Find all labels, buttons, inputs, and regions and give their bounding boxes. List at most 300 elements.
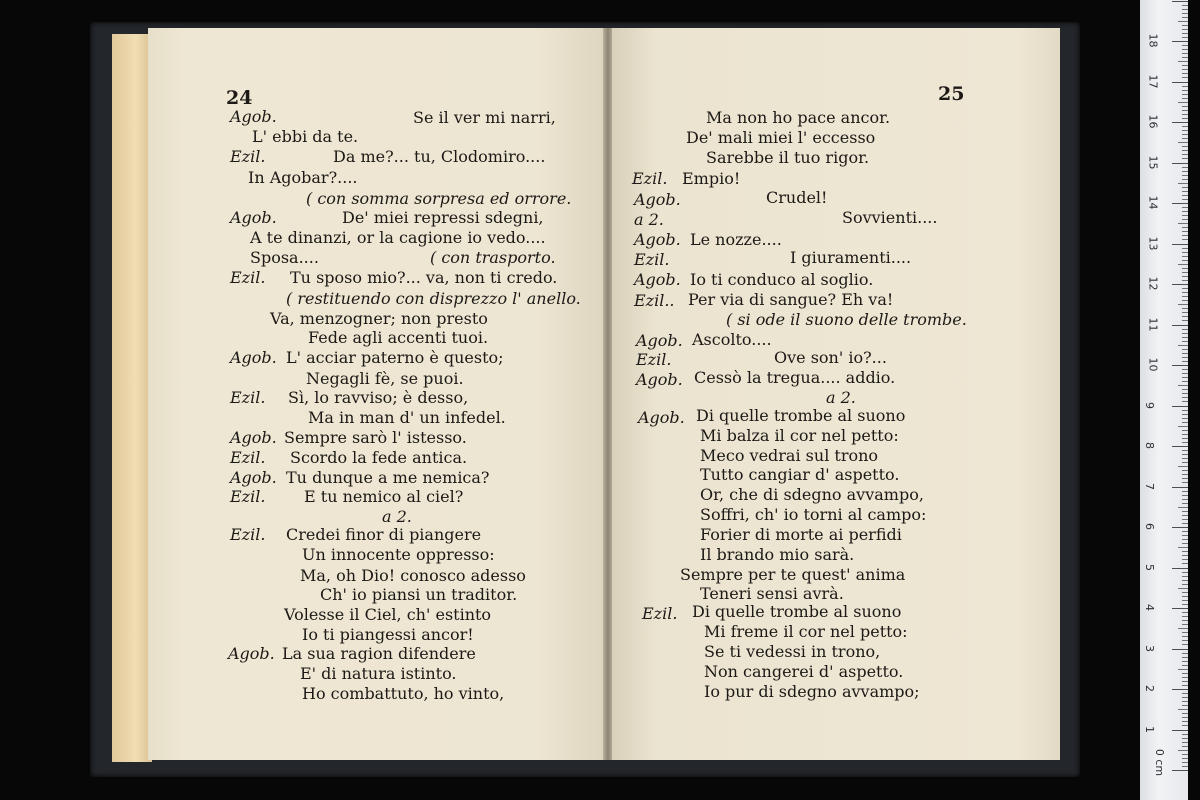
ruler-tick [1178,264,1188,265]
ruler-tick [1182,470,1188,471]
ruler-tick [1182,53,1188,54]
ruler-tick [1178,102,1188,103]
ruler-tick [1172,284,1188,285]
ruler-tick [1172,770,1188,771]
ruler-tick [1172,446,1188,447]
ruler-tick [1182,179,1188,180]
ruler-tick [1182,118,1188,119]
ruler-tick [1178,142,1188,143]
verse-line: Sovvienti.... [842,208,938,227]
ruler-tick [1172,487,1188,488]
ruler-tick [1182,401,1188,402]
stage-direction: ( con somma sorpresa ed orrore. [306,189,572,208]
ruler-tick [1182,90,1188,91]
ruler-tick [1172,689,1188,690]
ruler-number: 14 [1146,195,1160,210]
ruler-number: 8 [1143,442,1156,449]
verse-line: Ma in man d' un infedel. [308,408,506,427]
speaker: Agob. [636,331,683,350]
ruler-number: 13 [1146,236,1160,250]
ruler-tick [1182,357,1188,358]
ruler-tick [1182,296,1188,297]
verse-line: Meco vedrai sul trono [700,446,879,465]
ruler-tick [1182,661,1188,662]
ruler-tick [1182,86,1188,87]
speaker: Ezil. [230,448,266,467]
verse-line: Sarebbe il tuo rigor. [706,148,870,167]
ruler-tick [1178,21,1188,22]
ruler-tick [1182,320,1188,321]
ruler-number: 17 [1146,74,1160,88]
ruler-tick [1182,462,1188,463]
ruler-tick [1178,588,1188,589]
verse-line: Ch' io piansi un traditor. [320,585,518,604]
ruler-tick [1182,292,1188,293]
ruler-tick [1182,523,1188,524]
stage-direction: a 2. [826,388,856,407]
ruler-tick [1178,223,1188,224]
ruler-tick [1182,235,1188,236]
ruler-number: 6 [1143,523,1156,530]
speaker: Agob. [230,348,277,367]
ruler-tick [1178,183,1188,184]
verse-line: Non cangerei d' aspetto. [704,662,904,681]
speaker: Ezil. [230,388,266,407]
verse-line: Il brando mio sarà. [700,545,855,564]
ruler-tick [1172,41,1188,42]
ruler-tick [1182,766,1188,767]
ruler-tick [1172,568,1188,569]
ruler-tick [1182,503,1188,504]
ruler-tick [1172,730,1188,731]
speaker: Agob. [638,408,685,427]
ruler-tick [1182,9,1188,10]
ruler-tick [1182,515,1188,516]
ruler-number: 10 [1146,357,1160,372]
ruler-tick [1182,308,1188,309]
ruler-tick [1182,624,1188,625]
ruler-tick [1182,288,1188,289]
ruler-tick [1182,596,1188,597]
ruler-number: 11 [1146,317,1160,331]
ruler-tick [1182,721,1188,722]
ruler-tick [1182,231,1188,232]
ruler-tick [1182,665,1188,666]
ruler-tick [1182,134,1188,135]
speaker: Ezil. [230,147,266,166]
verse-line: Credei finor di piangere [286,525,482,544]
ruler-tick [1178,709,1188,710]
ruler-tick [1182,454,1188,455]
verse-line: Mi balza il cor nel petto: [700,426,899,445]
ruler-tick [1182,746,1188,747]
ruler-number: 18 [1146,33,1160,48]
ruler-tick [1182,580,1188,581]
verse-line: E tu nemico al ciel? [304,487,464,506]
ruler-tick [1182,754,1188,755]
verse-line: Io ti conduco al soglio. [690,270,874,289]
ruler-tick [1182,114,1188,115]
ruler-tick [1182,410,1188,411]
speaker: Agob. [634,230,681,249]
verse-line: Va, menzogner; non presto [270,309,488,328]
ruler-tick [1178,385,1188,386]
left-page [148,28,606,760]
speaker: Ezil. [230,487,266,506]
ruler-tick [1182,592,1188,593]
ruler-unit-label: 0 cm [1153,748,1167,777]
ruler-tick [1172,406,1188,407]
verse-line: Sì, lo ravviso; è desso, [288,388,469,407]
ruler-tick [1182,414,1188,415]
ruler-tick [1182,495,1188,496]
ruler-tick [1182,333,1188,334]
ruler-tick [1172,649,1188,650]
ruler-tick [1182,25,1188,26]
verse-line: E' di natura istinto. [300,664,457,683]
verse-line: Le nozze.... [690,230,782,249]
ruler-tick [1178,669,1188,670]
ruler-number: 2 [1143,685,1156,692]
ruler-tick [1182,187,1188,188]
ruler-tick [1182,563,1188,564]
speaker: Agob. [634,190,681,209]
ruler-tick [1182,717,1188,718]
verse-line: Ma non ho pace ancor. [706,108,891,127]
ruler-tick [1182,207,1188,208]
ruler-tick [1182,329,1188,330]
ruler-tick [1182,616,1188,617]
ruler-tick [1182,458,1188,459]
page-number: 24 [226,87,253,109]
ruler-tick [1182,434,1188,435]
ruler-tick [1182,45,1188,46]
ruler-tick [1172,1,1188,2]
ruler-tick [1182,559,1188,560]
verse-line: Sposa.... [250,248,319,267]
ruler-tick [1178,304,1188,305]
ruler-tick [1182,126,1188,127]
speaker: Agob. [230,428,277,447]
ruler-tick [1178,507,1188,508]
page-edges [112,34,152,762]
verse-line: Mi freme il cor nel petto: [704,622,908,641]
ruler-tick [1178,345,1188,346]
ruler-tick [1182,215,1188,216]
ruler-tick [1182,280,1188,281]
ruler-tick [1182,175,1188,176]
ruler-number: 1 [1143,725,1156,733]
ruler-tick [1182,576,1188,577]
ruler-tick [1182,130,1188,131]
speaker: Agob. [634,270,681,289]
verse-line: Volesse il Ciel, ch' estinto [284,605,492,624]
verse-line: Negagli fè, se puoi. [306,369,464,388]
verse-line: Di quelle trombe al suono [692,602,902,621]
verse-line: Teneri sensi avrà. [700,584,844,603]
ruler-tick [1182,584,1188,585]
ruler-tick [1182,361,1188,362]
verse-line: Se il ver mi narri, [413,108,556,127]
ruler-tick [1178,426,1188,427]
ruler-tick [1182,474,1188,475]
ruler-tick [1182,268,1188,269]
verse-line: L' acciar paterno è questo; [286,348,504,367]
ruler-tick [1178,628,1188,629]
ruler-tick [1182,353,1188,354]
ruler-tick [1182,57,1188,58]
ruler-tick [1182,438,1188,439]
ruler-tick [1182,154,1188,155]
ruler-tick [1182,256,1188,257]
verse-line: Se ti vedessi in trono, [704,642,881,661]
ruler-number: 5 [1143,563,1156,571]
ruler-tick [1182,681,1188,682]
speaker: Ezil. [634,250,670,269]
ruler-tick [1182,673,1188,674]
speaker: Ezil. [230,525,266,544]
ruler-number: 7 [1143,482,1156,490]
ruler-tick [1182,758,1188,759]
ruler-tick [1182,572,1188,573]
verse-line: Ove son' io?... [774,348,887,367]
speaker: Ezil. [230,268,266,287]
ruler-tick [1182,300,1188,301]
ruler-tick [1182,49,1188,50]
ruler-tick [1182,227,1188,228]
ruler-tick [1182,373,1188,374]
ruler-tick [1182,531,1188,532]
verse-line: I giuramenti.... [790,248,912,267]
ruler-tick [1182,106,1188,107]
verse-line: Tu dunque a me nemica? [286,468,490,487]
ruler-tick [1182,539,1188,540]
verse-line: Cessò la tregua.... addio. [694,368,896,387]
ruler-tick [1182,77,1188,78]
ruler-tick [1182,312,1188,313]
verse-line: Soffri, ch' io torni al campo: [700,505,927,524]
speaker: Agob. [230,208,277,227]
ruler-tick [1182,73,1188,74]
ruler-tick [1182,482,1188,483]
ruler-tick [1182,389,1188,390]
ruler-tick [1182,701,1188,702]
verse-line: Da me?... tu, Clodomiro.... [333,147,546,166]
ruler-tick [1182,430,1188,431]
ruler-tick [1182,191,1188,192]
ruler-tick [1172,203,1188,204]
verse-line: L' ebbi da te. [252,127,359,146]
ruler-tick [1182,640,1188,641]
ruler-tick [1182,167,1188,168]
ruler-tick [1182,418,1188,419]
ruler-tick [1182,219,1188,220]
verse-line: Ma, oh Dio! conosco adesso [300,566,526,585]
ruler-tick [1182,450,1188,451]
ruler-tick [1182,636,1188,637]
speaker: Ezil. [636,350,672,369]
verse-line: Di quelle trombe al suono [696,406,906,425]
ruler-tick [1182,69,1188,70]
speaker: Agob. [228,644,275,663]
verse-line: Crudel! [766,188,828,207]
ruler-tick [1182,13,1188,14]
ruler-tick [1182,738,1188,739]
ruler-tick [1182,369,1188,370]
verse-line: Fede agli accenti tuoi. [308,328,489,347]
ruler-tick [1172,122,1188,123]
ruler-tick [1182,276,1188,277]
ruler-tick [1182,612,1188,613]
ruler-tick [1182,150,1188,151]
stage-direction: a 2. [382,507,412,526]
ruler-tick [1172,82,1188,83]
ruler-tick [1182,37,1188,38]
ruler-tick [1182,713,1188,714]
ruler-tick [1172,163,1188,164]
ruler-tick [1172,527,1188,528]
ruler-tick [1182,341,1188,342]
ruler-number: 16 [1146,114,1160,129]
verse-line: Tu sposo mio?... va, non ti credo. [290,268,558,287]
ruler-tick [1182,377,1188,378]
ruler-tick [1182,381,1188,382]
ruler-tick [1182,725,1188,726]
ruler-tick [1182,272,1188,273]
ruler-tick [1182,65,1188,66]
ruler-tick [1182,98,1188,99]
ruler-tick [1172,608,1188,609]
speaker: Ezil.. [634,291,675,310]
verse-line: Ascolto.... [692,330,772,349]
ruler-tick [1182,705,1188,706]
ruler-tick [1178,547,1188,548]
ruler-tick [1182,677,1188,678]
ruler-tick [1182,33,1188,34]
verse-line: In Agobar?.... [248,168,358,187]
ruler-tick [1182,653,1188,654]
ruler-tick [1182,632,1188,633]
ruler-tick [1182,94,1188,95]
ruler-tick [1182,543,1188,544]
ruler-tick [1182,697,1188,698]
ruler-tick [1178,750,1188,751]
ruler-number: 15 [1146,155,1160,169]
verse-line: Scordo la fede antica. [290,448,468,467]
ruler-tick [1178,466,1188,467]
measuring-ruler [1140,0,1188,800]
ruler-tick [1182,5,1188,6]
ruler-tick [1182,171,1188,172]
verse-line: Sempre sarò l' istesso. [284,428,467,447]
ruler-tick [1182,252,1188,253]
ruler-tick [1182,17,1188,18]
speaker: Ezil. [632,169,668,188]
ruler-tick [1182,551,1188,552]
ruler-tick [1182,644,1188,645]
ruler-number: 3 [1143,644,1156,652]
verse-line: Or, che di sdegno avvampo, [700,485,924,504]
ruler-tick [1182,393,1188,394]
verse-line: Ho combattuto, ho vinto, [302,684,505,703]
ruler-tick [1182,555,1188,556]
ruler-tick [1182,734,1188,735]
ruler-number: 9 [1143,401,1156,409]
ruler-tick [1182,535,1188,536]
verse-line: A te dinanzi, or la cagione io vedo.... [250,228,546,247]
ruler-tick [1172,325,1188,326]
right-page [612,28,1060,760]
ruler-tick [1182,499,1188,500]
ruler-tick [1182,248,1188,249]
speaker: Agob. [230,468,277,487]
ruler-tick [1182,146,1188,147]
verse-line: Io pur di sdegno avvampo; [704,682,920,701]
ruler-tick [1172,244,1188,245]
ruler-tick [1182,239,1188,240]
verse-line: Empio! [682,169,741,188]
ruler-tick [1182,762,1188,763]
verse-line: Per via di sangue? Eh va! [688,290,894,309]
speaker: Agob. [230,107,277,126]
verse-line: La sua ragion difendere [282,644,476,663]
verse-line: De' mali miei l' eccesso [686,128,876,147]
ruler-tick [1182,600,1188,601]
ruler-tick [1182,491,1188,492]
ruler-tick [1182,657,1188,658]
verse-line: Sempre per te quest' anima [680,565,906,584]
ruler-tick [1182,29,1188,30]
ruler-tick [1182,337,1188,338]
ruler-tick [1182,110,1188,111]
verse-line: Forier di morte ai perfidi [700,525,902,544]
ruler-tick [1182,511,1188,512]
ruler-tick [1182,138,1188,139]
ruler-tick [1182,316,1188,317]
ruler-tick [1182,422,1188,423]
ruler-tick [1182,397,1188,398]
speaker: a 2. [634,210,664,229]
ruler-tick [1182,199,1188,200]
verse-line: Io ti piangessi ancor! [302,625,474,644]
ruler-tick [1182,478,1188,479]
verse-line: De' miei repressi sdegni, [342,208,544,227]
stage-direction: ( con trasporto. [430,248,556,267]
ruler-tick [1182,260,1188,261]
page-number: 25 [938,83,965,105]
ruler-tick [1182,158,1188,159]
verse-line: Tutto cangiar d' aspetto. [700,465,900,484]
ruler-tick [1182,742,1188,743]
stage-direction: ( restituendo con disprezzo l' anello. [286,289,581,308]
ruler-number: 12 [1146,276,1160,291]
ruler-tick [1182,604,1188,605]
ruler-tick [1182,685,1188,686]
speaker: Agob. [636,370,683,389]
ruler-tick [1182,442,1188,443]
ruler-number: 4 [1143,604,1156,611]
ruler-tick [1182,349,1188,350]
ruler-tick [1172,365,1188,366]
ruler-tick [1182,211,1188,212]
ruler-tick [1182,519,1188,520]
speaker: Ezil. [642,604,678,623]
ruler-tick [1182,195,1188,196]
ruler-tick [1182,620,1188,621]
ruler-tick [1178,61,1188,62]
stage-direction: ( si ode il suono delle trombe. [726,310,967,329]
ruler-tick [1182,693,1188,694]
